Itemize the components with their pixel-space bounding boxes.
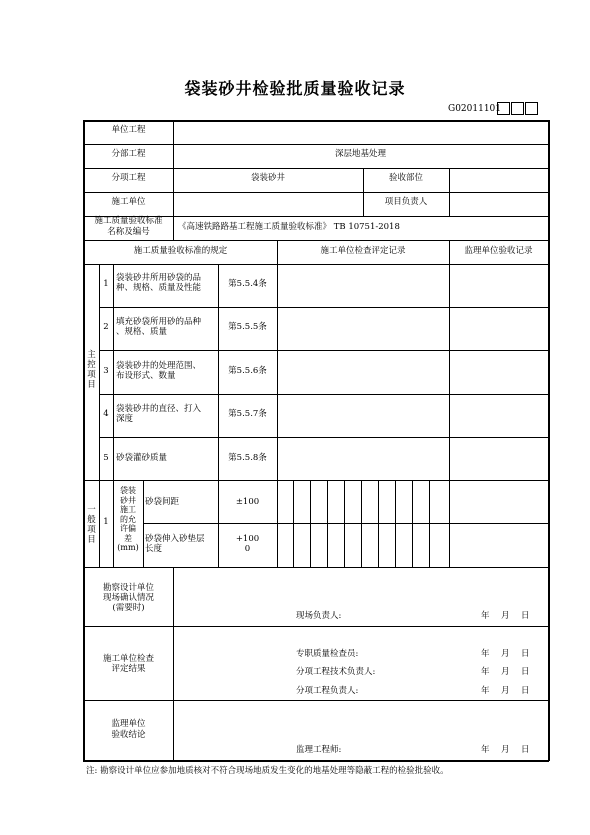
contractor-year-2: 年: [481, 667, 490, 677]
main-item-4-text: 袋装砂井的直径、打入 深度: [116, 404, 202, 424]
footnote: 注: 勘察设计单位应参加地质核对不符合现场地质发生变化的地基处理等隐蔽工程的检验批验收。: [86, 766, 449, 776]
inspection-part-label: 验收部位: [388, 173, 423, 183]
survey-label: 勘察设计单位 现场确认情况 (需要时): [102, 583, 154, 613]
contractor-day-2: 日: [521, 667, 530, 677]
grid-line: [99, 437, 548, 438]
contractor-month-1: 月: [501, 649, 510, 659]
page-title: 袋装砂井检验批质量验收记录: [184, 79, 406, 98]
main-item-1-no: 1: [103, 279, 109, 289]
grid-line: [412, 480, 413, 567]
contractor-sign-3: 分项工程负责人:: [296, 686, 359, 696]
main-item-2-clause: 第5.5.5条: [228, 322, 267, 332]
general-item-2-text: 砂袋伸入砂垫层 长度: [145, 534, 205, 554]
contractor-sign-1: 专职质量检查员:: [296, 649, 359, 659]
supervisor-month: 月: [501, 745, 510, 755]
grid-line: [548, 120, 550, 761]
grid-line: [378, 480, 379, 567]
grid-line: [449, 264, 450, 567]
general-item-2-value: +100 0: [235, 534, 260, 554]
supervisor-record-header: 监理单位验收记录: [464, 246, 533, 256]
grid-line: [173, 567, 174, 760]
grid-line: [344, 480, 345, 567]
grid-line: [83, 480, 548, 481]
main-control-label: 主 控 项 目: [87, 350, 96, 390]
contractor-day-3: 日: [521, 686, 530, 696]
contractor-year-1: 年: [481, 649, 490, 659]
item-project-value: 袋装砂井: [250, 173, 285, 183]
main-item-5-text: 砂袋灌砂质量: [116, 453, 168, 463]
general-item-1-value: ±100: [235, 497, 260, 507]
form-code-boxes: [497, 102, 538, 115]
grid-line: [99, 350, 548, 351]
main-item-5-clause: 第5.5.8条: [228, 453, 267, 463]
sub-project-label: 分部工程: [111, 149, 146, 159]
main-item-1-clause: 第5.5.4条: [228, 279, 267, 289]
main-item-3-no: 3: [103, 366, 109, 376]
contractor-label: 施工单位检查 评定结果: [102, 654, 154, 674]
grid-line: [83, 626, 548, 627]
grid-line: [83, 760, 549, 762]
supervisor-label: 监理单位 验收结论: [111, 719, 146, 740]
main-item-2-no: 2: [103, 322, 109, 332]
grid-line: [361, 480, 362, 567]
main-item-4-clause: 第5.5.7条: [228, 409, 267, 419]
grid-line: [449, 168, 450, 216]
grid-line: [143, 480, 144, 567]
contractor-sign-2: 分项工程技术负责人:: [296, 667, 376, 677]
survey-day: 日: [521, 611, 530, 621]
grid-line: [277, 264, 278, 567]
contractor-day-1: 日: [521, 649, 530, 659]
main-item-5-no: 5: [103, 453, 109, 463]
grid-line: [83, 567, 548, 568]
main-item-3-text: 袋装砂井的处理范围、 布设形式、数量: [116, 361, 202, 381]
grid-line: [99, 307, 548, 308]
form-code: G02011101: [448, 104, 501, 114]
survey-month: 月: [501, 611, 510, 621]
grid-line: [83, 168, 548, 169]
standard-label: 施工质量验收标准 名称及编号: [94, 216, 163, 237]
sub-project-value: 深层地基处理: [334, 149, 386, 159]
grid-line: [143, 523, 548, 524]
main-item-2-text: 填充砂袋所用砂的品种 、规格、质量: [116, 317, 202, 337]
grid-line: [293, 480, 294, 567]
project-leader-label: 项目负责人: [384, 197, 428, 207]
spec-column-header: 施工质量验收标准的规定: [133, 246, 228, 256]
grid-line: [83, 700, 548, 701]
general-group-label: 袋装 砂井 施工 的允 许偏 差 (mm): [117, 486, 139, 552]
construction-unit-label: 施工单位: [111, 197, 146, 207]
general-item-1-text: 砂袋间距: [145, 497, 180, 507]
grid-line: [83, 240, 548, 241]
grid-line: [395, 480, 396, 567]
general-label: 一 般 项 目: [87, 505, 96, 545]
grid-line: [83, 264, 548, 265]
grid-line: [99, 394, 548, 395]
item-project-label: 分项工程: [111, 173, 146, 183]
supervisor-year: 年: [481, 745, 490, 755]
unit-project-label: 单位工程: [111, 125, 146, 135]
contractor-year-3: 年: [481, 686, 490, 696]
contractor-record-header: 施工单位检查评定记录: [320, 246, 406, 256]
main-item-4-no: 4: [103, 409, 109, 419]
survey-sign: 现场负责人:: [296, 611, 342, 621]
standard-value: 《高速铁路路基工程施工质量验收标准》 TB 10751-2018: [178, 222, 400, 232]
grid-line: [310, 480, 311, 567]
general-item-no: 1: [103, 517, 109, 527]
grid-line: [429, 480, 430, 567]
contractor-month-2: 月: [501, 667, 510, 677]
main-item-1-text: 袋装砂井所用砂袋的品 种、规格、质量及性能: [116, 273, 202, 293]
grid-line: [83, 192, 548, 193]
grid-line: [327, 480, 328, 567]
contractor-month-3: 月: [501, 686, 510, 696]
supervisor-sign: 监理工程师:: [296, 745, 342, 755]
survey-year: 年: [481, 611, 490, 621]
main-item-3-clause: 第5.5.6条: [228, 366, 267, 376]
grid-line: [83, 144, 548, 145]
grid-line: [83, 120, 549, 122]
supervisor-day: 日: [521, 745, 530, 755]
